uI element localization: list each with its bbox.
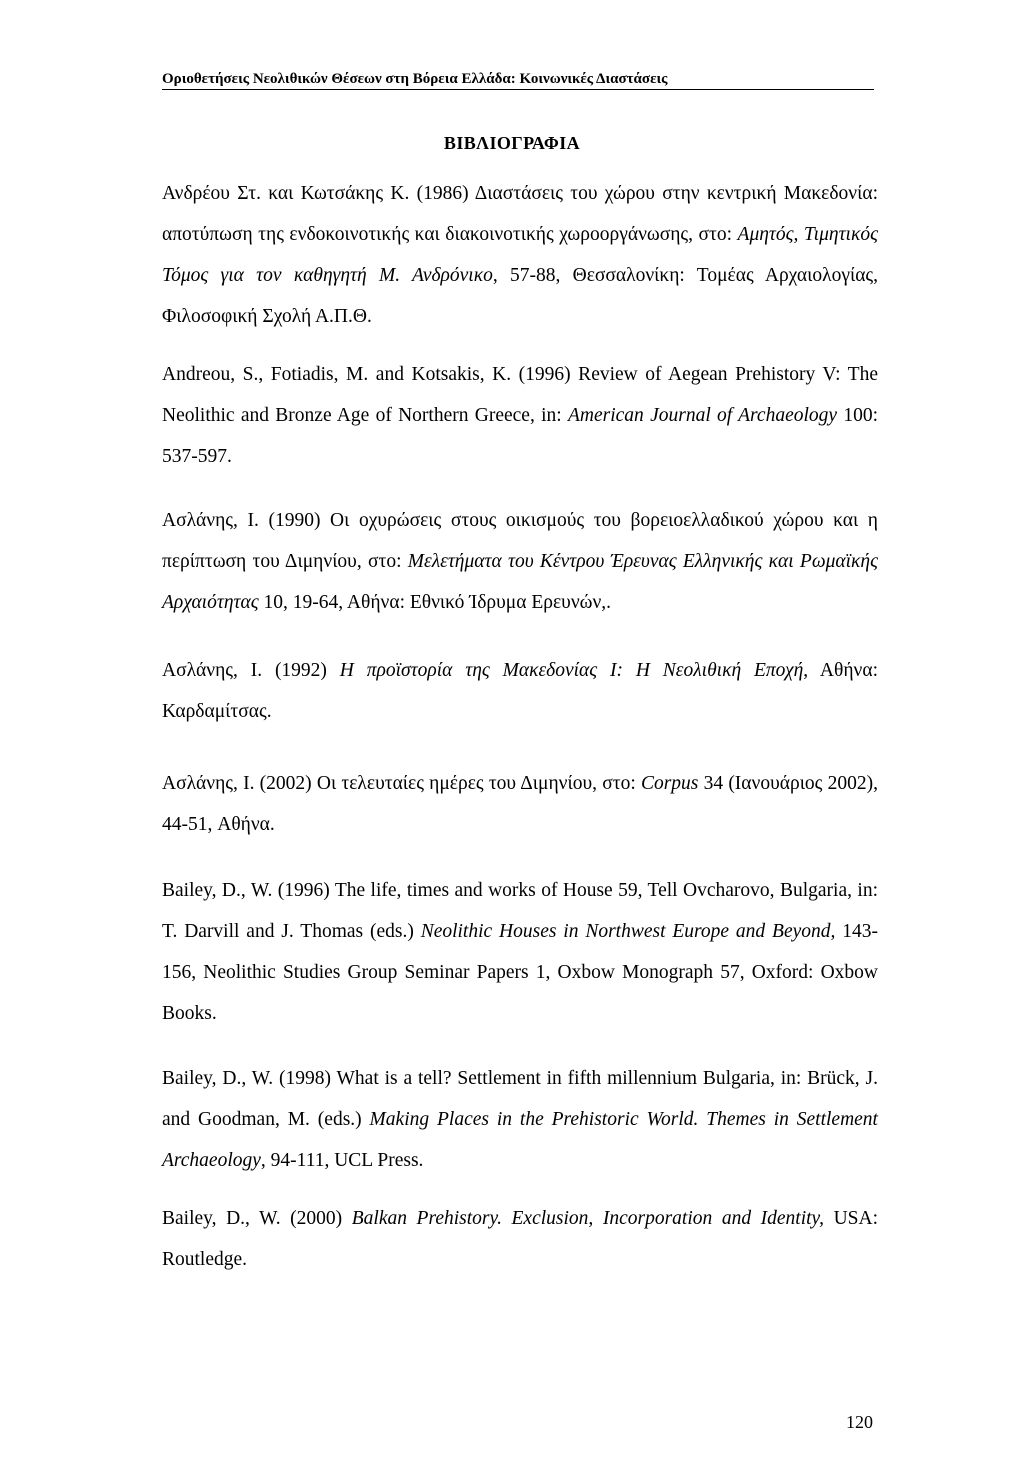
entry-title: Η προϊστορία της Μακεδονίας Ι: Η Νεολιθική Εποχή [339,660,804,681]
entry-text: Ασλάνης, Ι. (2002) Οι τελευταίες ημέρες του Διμηνίου, στο: [162,773,641,794]
entry-text: USA: Routledge. [162,1208,879,1270]
bibliography-entry [162,354,878,477]
bibliography-entry [162,870,878,1034]
entry-text: 100: 537-597. [162,405,878,467]
entry-text: 10, 19-64, Αθήνα: Εθνικό Ίδρυμα Ερευνών,. [258,592,612,613]
entry-text: Ασλάνης, Ι. (1992) [162,660,340,681]
entry-title: Αμητός, Τιμητικός Τόμος για τον καθηγητή Μ. Ανδρόνικο [162,224,878,286]
entry-text: Bailey, D., W. (1996) The life, times and works of House 59, Tell Ovcharovo, Bulgaria, in: T. Darvill and J. Thomas (eds.) [162,880,878,942]
bibliography-entry [162,500,878,623]
bibliography-entry [162,173,878,337]
bibliography-entry [162,650,878,732]
entry-text: Bailey, D., W. (1998) What is a tell? Settlement in fifth millennium Bulgaria, in: Brück, J. and Goodman, M. (eds.) [162,1068,878,1130]
entry-text: Ανδρέου Στ. και Κωτσάκης Κ. (1986) Διαστάσεις του χώρου στην κεντρική Μακεδονία: αποτύπωση της ενδοκοινοτικής και διακοινοτικής χωροοργάνωσης, στο: [162,183,878,245]
entry-text: , Αθήνα: Καρδαμίτσας. [162,660,878,722]
entry-text: Bailey, D., W. (2000) [162,1208,352,1229]
section-title: ΒΙΒΛΙΟΓΡΑΦΙΑ [443,133,581,153]
entry-text: , 94-111, UCL Press. [260,1150,424,1171]
entry-title: Making Places in the Prehistoric World. Themes in Settlement Archaeology [162,1109,878,1171]
entry-text: 143-156, Neolithic Studies Group Seminar Papers 1, Oxbow Monograph 57, Oxford: Oxbow Books. [162,921,878,1024]
entry-text: 34 (Ιανουάριος 2002), 44-51, Αθήνα. [162,773,878,835]
entry-text: Andreou, S., Fotiadis, M. and Kotsakis, K. (1996) Review of Aegean Prehistory V: The Neolithic and Bronze Age of Northern Greece, in: [162,364,878,426]
bibliography-entry [162,1198,878,1280]
entry-title: Neolithic Houses in Northwest Europe and Beyond, [420,921,836,942]
entry-title: Balkan Prehistory. Exclusion, Incorporation and Identity, [351,1208,825,1229]
running-header: Οριοθετήσεις Νεολιθικών Θέσεων στη Βόρεια Ελλάδα: Κοινωνικές Διαστάσεις [162,70,874,90]
entry-title: Corpus [640,773,699,794]
bibliography-entry [162,763,878,845]
bibliography-entry [162,1058,878,1181]
entry-text: Ασλάνης, Ι. (1990) Οι οχυρώσεις στους οικισμούς του βορειοελλαδικού χώρου και η περίπτωση του Διμηνίου, στο: [162,510,878,572]
entry-title: American Journal of Archaeology [568,405,838,426]
entry-title: Μελετήματα του Κέντρου Έρευνας Ελληνικής και Ρωμαϊκής Αρχαιότητας [162,551,878,613]
entry-text: , 57-88, Θεσσαλονίκη: Τομέας Αρχαιολογίας, Φιλοσοφική Σχολή Α.Π.Θ. [162,265,879,327]
page-number: 120 [846,1412,873,1432]
